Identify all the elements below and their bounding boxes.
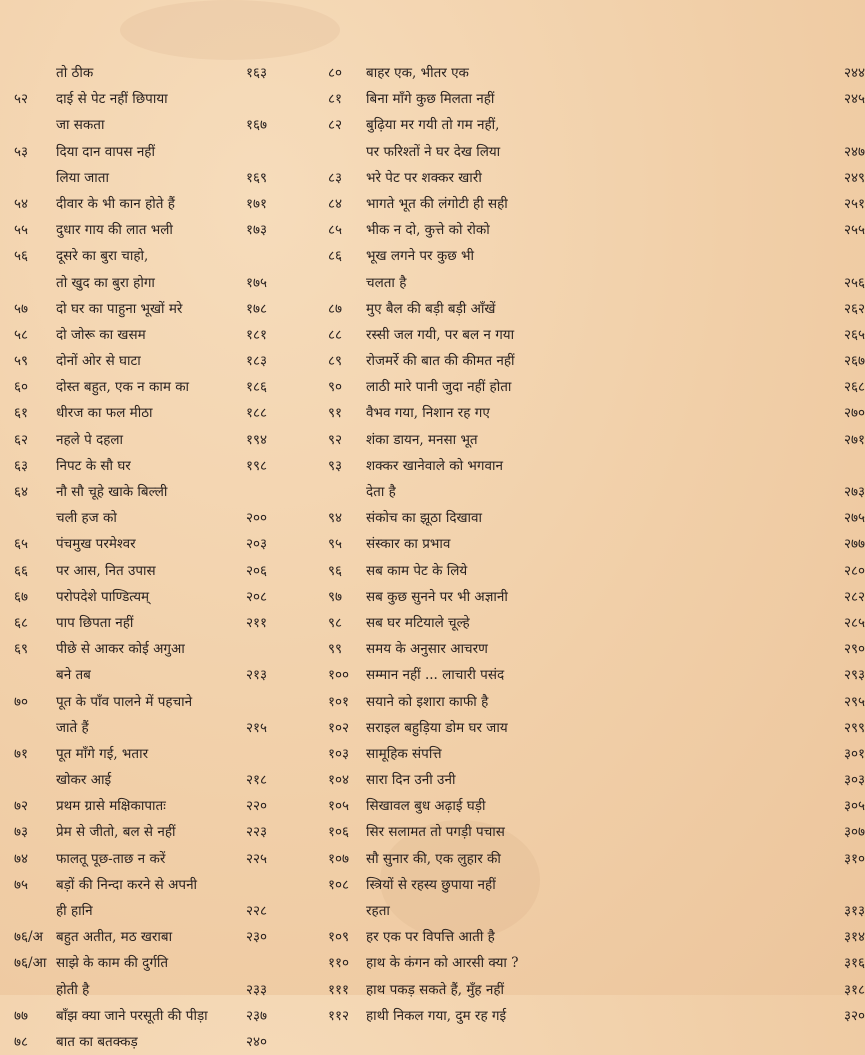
contents-left-column [0,60,300,1055]
entry-number: ९३ [328,457,343,474]
entry-number: ८६ [328,248,343,265]
contents-entry [300,322,865,348]
entry-number: १०२ [328,719,350,736]
entry-title: नहले पे दहला [56,431,124,448]
entry-page-number: २४४ [844,65,865,81]
contents-entry [0,741,300,767]
entry-title: जाते हैं [56,719,89,736]
entry-number: ६४ [14,484,29,500]
entry-title: दो घर का पाहुना भूखों मरे [56,300,183,317]
entry-page-number: ३१३ [844,903,865,919]
contents-entry [0,191,300,217]
entry-page-number: ३१८ [844,981,865,998]
entry-number: ११० [328,955,350,972]
contents-entry [0,270,300,296]
entry-title: प्रथम ग्रासे मक्षिकापातः [56,798,166,815]
contents-entry [0,819,300,845]
contents-entry [0,898,300,924]
contents-entry [0,217,300,243]
entry-number: ६७ [14,588,29,605]
entry-title: सिर सलामत तो पगड़ी पचास [366,824,505,841]
entry-page-number: १९४ [246,431,268,448]
entry-number: ८७ [328,300,343,317]
contents-entry [300,872,600,898]
entry-page-number: २५५ [844,222,865,239]
contents-entry [0,610,300,636]
entry-page-number: १९८ [246,457,268,474]
entry-number: १०३ [328,745,350,762]
contents-entry [300,767,865,793]
entry-number: ८३ [328,169,343,186]
contents-entry [0,86,300,112]
entry-number: ७८ [14,1033,29,1050]
contents-entry [300,977,865,1003]
paper-stain [120,0,340,60]
entry-number: १०१ [328,693,350,710]
contents-entry [0,348,300,374]
contents-entry [0,531,300,557]
contents-right-column [300,60,865,1029]
contents-entry [0,977,300,1003]
entry-title: सयाने को इशारा काफी है [366,693,489,710]
entry-title: बिना माँगे कुछ मिलता नहीं [366,91,495,108]
entry-number: ८९ [328,353,343,370]
entry-number: १०० [328,667,350,684]
contents-entry [0,296,300,322]
entry-title: दूसरे का बुरा चाहो, [56,248,149,265]
contents-entry [300,270,865,296]
entry-number: ५३ [14,143,29,160]
entry-page-number: ३०१ [844,745,865,762]
contents-entry [0,112,300,138]
entry-page-number: २६२ [844,300,865,317]
entry-title: रहता [366,903,390,919]
contents-entry [0,139,300,165]
entry-page-number: १६७ [246,117,268,134]
entry-page-number: २३७ [246,1007,268,1024]
contents-entry [0,479,300,505]
entry-number: ९१ [328,405,343,422]
contents-entry [0,689,300,715]
contents-entry [300,715,865,741]
contents-entry [0,846,300,872]
entry-title: सब कुछ सुनने पर भी अज्ञानी [366,588,508,605]
contents-entry [0,165,300,191]
entry-title: बहुत अतीत, मठ खराबा [56,929,173,946]
entry-number: १०६ [328,824,350,841]
entry-title: हाथ के कंगन को आरसी क्या ? [366,955,519,972]
contents-entry [0,715,300,741]
contents-entry [300,636,865,662]
entry-title: शक्कर खानेवाले को भगवान [366,457,503,474]
entry-page-number: २७३ [844,484,865,500]
entry-number: ८४ [328,195,343,212]
contents-entry [300,400,865,426]
entry-number: ७६/अ [14,929,43,946]
contents-entry [300,793,865,819]
contents-entry [300,217,865,243]
entry-title: लाठी मारे पानी जुदा नहीं होता [366,379,512,396]
entry-title: सब घर मटियाले चूल्हे [366,614,470,631]
entry-page-number: २४९ [844,169,865,186]
entry-title: बाँझ क्या जाने परसूती की पीड़ा [56,1007,208,1024]
entry-title: फालतू पूछ-ताछ न करें [56,850,166,867]
entry-number: १०८ [328,876,350,893]
entry-title: हाथ पकड़ सकते हैं, मुँह नहीं [366,981,505,998]
entry-title: पर फरिश्तों ने घर देख लिया [366,143,501,160]
entry-number: ६५ [14,536,29,553]
entry-number: ६२ [14,431,29,448]
contents-entry [0,924,300,950]
contents-entry [300,191,865,217]
entry-title: सारा दिन उनी उनी [366,772,456,789]
entry-number: ८१ [328,91,343,108]
entry-number: ५२ [14,91,29,108]
entry-title: दुधार गाय की लात भली [56,222,173,239]
entry-page-number: २९३ [844,667,865,684]
contents-entry [300,112,600,138]
entry-title: बने तब [56,667,91,684]
entry-page-number: १८८ [246,405,268,422]
entry-number: ७४ [14,850,29,867]
entry-title: स्त्रियों से रहस्य छुपाया नहीं [366,876,496,893]
entry-title: निपट के सौ घर [56,457,131,474]
contents-entry [0,872,300,898]
contents-entry [300,60,865,86]
entry-number: १०७ [328,850,350,867]
entry-title: भागते भूत की लंगोटी ही सही [366,195,508,212]
entry-title: जा सकता [56,117,105,134]
entry-number: ८० [328,65,343,81]
entry-number: ६३ [14,457,29,474]
entry-page-number: १७१ [246,195,268,212]
entry-title: परोपदेशे पाण्डित्यम् [56,588,150,605]
entry-page-number: २५१ [844,195,865,212]
entry-number: ५४ [14,195,29,212]
entry-title: चलता है [366,274,407,291]
contents-entry [0,400,300,426]
entry-page-number: १७८ [246,300,268,317]
entry-number: ९२ [328,431,343,448]
contents-entry [300,846,865,872]
entry-title: तो खुद का बुरा होगा [56,274,155,291]
contents-entry [0,322,300,348]
entry-page-number: ३२० [844,1007,865,1024]
contents-entry [300,898,865,924]
entry-page-number: ३०५ [844,798,865,815]
entry-page-number: १७३ [246,222,268,239]
entry-title: बुढ़िया मर गयी तो गम नहीं, [366,117,500,134]
entry-number: ७५ [14,876,29,893]
contents-entry [0,243,300,269]
entry-title: हर एक पर विपत्ति आती है [366,929,495,946]
entry-number: ५५ [14,222,29,239]
entry-page-number: २८५ [844,614,865,631]
contents-entry [300,662,865,688]
entry-number: ६० [14,379,29,396]
contents-entry [0,662,300,688]
entry-title: संकोच का झूठा दिखावा [366,510,483,527]
entry-page-number: २७० [844,405,865,422]
entry-page-number: २३३ [246,981,268,998]
entry-page-number: २९० [844,641,865,658]
entry-number: ९८ [328,614,343,631]
entry-page-number: २६८ [844,379,865,396]
entry-page-number: २३० [246,929,268,946]
entry-page-number: २०३ [246,536,268,553]
entry-title: सब काम पेट के लिये [366,562,468,579]
entry-title: दाई से पेट नहीं छिपाया [56,91,168,108]
entry-number: ६९ [14,641,29,658]
entry-title: ही हानि [56,903,93,919]
entry-page-number: २५६ [844,274,865,291]
entry-page-number: १८६ [246,379,268,396]
entry-page-number: १८१ [246,326,268,343]
entry-page-number: २०६ [246,562,268,579]
entry-page-number: २२३ [246,824,268,841]
entry-page-number: २६७ [844,353,865,370]
entry-number: ११२ [328,1007,350,1024]
entry-number: ५७ [14,300,29,317]
entry-title: पंचमुख परमेश्वर [56,536,136,553]
contents-entry [300,453,600,479]
entry-title: पूत के पाँव पालने में पहचाने [56,693,193,710]
entry-title: दो जोरू का खसम [56,326,146,343]
entry-title: पीछे से आकर कोई अगुआ [56,641,185,658]
entry-page-number: २१३ [246,667,268,684]
entry-title: समय के अनुसार आचरण [366,641,488,658]
entry-title: पर आस, नित उपास [56,562,156,579]
contents-entry [300,819,865,845]
entry-title: सौ सुनार की, एक लुहार की [366,850,501,867]
entry-page-number: ३१० [844,850,865,867]
entry-title: प्रेम से जीतो, बल से नहीं [56,824,176,841]
contents-entry [300,584,865,610]
entry-title: पूत माँगे गई, भतार [56,745,149,762]
entry-title: दिया दान वापस नहीं [56,143,155,160]
contents-entry [300,610,865,636]
contents-entry [300,479,865,505]
entry-number: ६१ [14,405,29,422]
entry-title: नौ सौ चूहे खाके बिल्ली [56,484,168,500]
entry-number: ७० [14,693,29,710]
entry-page-number: २६५ [844,326,865,343]
entry-page-number: २२५ [246,850,268,867]
entry-page-number: २९९ [844,719,865,736]
entry-page-number: ३०७ [844,824,865,841]
contents-entry [0,427,300,453]
contents-entry [0,453,300,479]
entry-number: १०४ [328,772,350,789]
entry-number: ७१ [14,745,29,762]
entry-page-number: २७१ [844,431,865,448]
entry-number: ५८ [14,326,29,343]
contents-entry [300,165,865,191]
entry-title: दोस्त बहुत, एक न काम का [56,379,190,396]
contents-entry [300,296,865,322]
contents-entry [0,60,300,86]
contents-entry [300,243,600,269]
entry-page-number: ३०३ [844,772,865,789]
entry-title: साझे के काम की दुर्गति [56,955,169,972]
entry-page-number: २९५ [844,693,865,710]
contents-entry [300,689,865,715]
entry-title: भरे पेट पर शक्कर खारी [366,169,482,186]
contents-entry [300,505,865,531]
entry-number: ९७ [328,588,343,605]
entry-page-number: २७५ [844,510,865,527]
entry-title: बड़ों की निन्दा करने से अपनी [56,876,198,893]
entry-title: तो ठीक [56,65,94,81]
contents-entry [300,348,865,374]
contents-entry [0,767,300,793]
entry-number: ६८ [14,614,29,631]
entry-number: ८२ [328,117,343,134]
entry-title: मुए बैल की बड़ी बड़ी आँखें [366,300,496,317]
entry-title: भूख लगने पर कुछ भी [366,248,474,265]
entry-page-number: २२८ [246,903,268,919]
contents-entry [0,793,300,819]
entry-page-number: १६३ [246,65,268,81]
entry-page-number: २७७ [844,536,865,553]
entry-number: ८८ [328,326,343,343]
contents-entry [0,950,300,976]
entry-number: १०५ [328,798,350,815]
entry-number: ९४ [328,510,343,527]
contents-entry [300,950,865,976]
entry-number: ७७ [14,1007,29,1024]
entry-title: हाथी निकल गया, दुम रह गई [366,1007,507,1024]
entry-title: सराइल बहुड़िया डोम घर जाय [366,719,508,736]
entry-number: ९० [328,379,343,396]
entry-number: १११ [328,981,350,998]
entry-number: ९६ [328,562,343,579]
entry-page-number: २१५ [246,719,268,736]
entry-title: सामूहिक संपत्ति [366,745,442,762]
entry-title: बात का बतक्कड़ [56,1033,138,1050]
entry-title: वैभव गया, निशान रह गए [366,405,490,422]
entry-number: ९९ [328,641,343,658]
entry-title: रस्सी जल गयी, पर बल न गया [366,326,515,343]
entry-page-number: २४७ [844,143,865,160]
entry-page-number: १८३ [246,353,268,370]
entry-page-number: २०८ [246,588,268,605]
contents-entry [0,636,300,662]
contents-entry [0,1029,300,1055]
entry-number: ९५ [328,536,343,553]
entry-title: सिखावल बुध अढ़ाई घड़ी [366,798,486,815]
contents-entry [300,139,865,165]
entry-title: दीवार के भी कान होते हैं [56,195,175,212]
entry-page-number: २८० [844,562,865,579]
entry-page-number: २१८ [246,772,268,789]
entry-title: देता है [366,484,396,500]
entry-number: १०९ [328,929,350,946]
entry-page-number: २८२ [844,588,865,605]
entry-number: ८५ [328,222,343,239]
contents-entry [0,374,300,400]
entry-page-number: २११ [246,614,268,631]
contents-entry [300,924,865,950]
entry-number: ७६/आ [14,955,47,972]
entry-page-number: ३१४ [844,929,865,946]
entry-page-number: १६९ [246,169,268,186]
contents-entry [0,558,300,584]
contents-entry [300,374,865,400]
contents-entry [0,584,300,610]
contents-entry [300,86,865,112]
contents-entry [300,531,865,557]
contents-entry [300,1003,865,1029]
entry-title: चली हज को [56,510,117,527]
entry-number: ५९ [14,353,29,370]
entry-title: बाहर एक, भीतर एक [366,65,469,81]
entry-title: शंका डायन, मनसा भूत [366,431,478,448]
entry-number: ६६ [14,562,29,579]
entry-page-number: २४५ [844,91,865,108]
entry-number: ५६ [14,248,29,265]
entry-page-number: ३१६ [844,955,865,972]
entry-page-number: २४० [246,1033,268,1050]
contents-entry [0,505,300,531]
contents-entry [300,741,865,767]
entry-page-number: १७५ [246,274,268,291]
entry-title: दोनों ओर से घाटा [56,353,141,370]
entry-number: ७३ [14,824,29,841]
entry-title: रोजमर्रे की बात की कीमत नहीं [366,353,515,370]
entry-title: लिया जाता [56,169,109,186]
entry-title: संस्कार का प्रभाव [366,536,451,553]
contents-entry [300,427,865,453]
entry-page-number: २२० [246,798,268,815]
entry-title: सम्मान नहीं ... लाचारी पसंद [366,667,505,684]
entry-title: खोकर आई [56,772,112,789]
contents-entry [0,1003,300,1029]
contents-entry [300,558,865,584]
entry-page-number: २०० [246,510,268,527]
entry-title: धीरज का फल मीठा [56,405,153,422]
entry-title: भीक न दो, कुत्ते को रोको [366,222,490,239]
entry-title: होती है [56,981,90,998]
entry-number: ७२ [14,798,29,815]
entry-title: पाप छिपता नहीं [56,614,134,631]
